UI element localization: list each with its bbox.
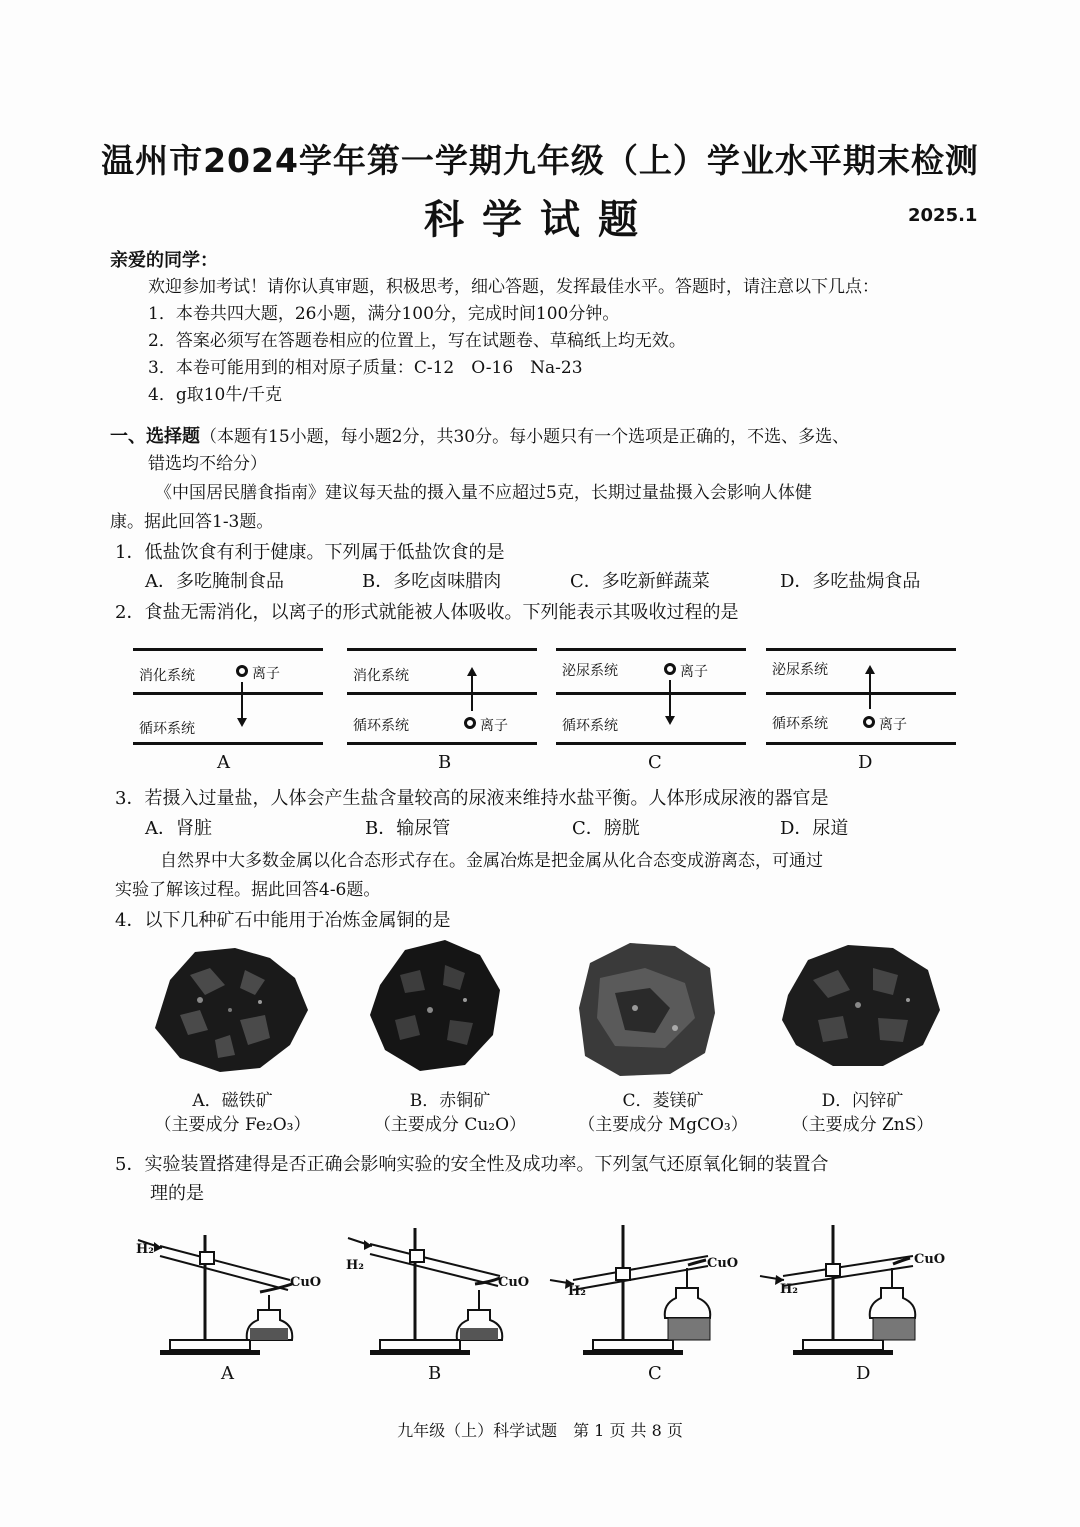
welcome-text: 欢迎参加考试！请你认真审题，积极思考，细心答题，发挥最佳水平。答题时，请注意以下几点： (148, 277, 879, 297)
arrow-down-icon (241, 682, 243, 718)
bottom-line (556, 742, 746, 745)
arrow-head-icon (237, 718, 247, 727)
bottom-system-label: 循环系统 (353, 718, 409, 734)
top-line (556, 648, 746, 651)
passage1-line2: 康。据此回答1-3题。 (110, 512, 274, 532)
q4-option-b-name: B．赤铜矿 (409, 1091, 491, 1111)
q5-stem-line1: 5．实验装置搭建得是否正确会影响实验的安全性及成功率。下列氢气还原氧化铜的装置合 (115, 1154, 829, 1175)
bottom-system-label: 循环系统 (772, 716, 828, 732)
q5-letter-a: A (221, 1363, 234, 1384)
top-system-label: 消化系统 (353, 668, 409, 684)
apparatus-c-h2-label: H₂ (568, 1284, 586, 1299)
ion-circle-icon (236, 665, 248, 677)
exam-title: 温州市2024学年第一学期九年级（上）学业水平期末检测 (101, 141, 979, 180)
apparatus-b-h2-label: H₂ (346, 1258, 364, 1273)
q4-option-a-comp: （主要成分 Fe₂O₃） (154, 1115, 311, 1135)
q4-stem: 4．以下几种矿石中能用于冶炼金属铜的是 (115, 910, 451, 931)
q1-option-d: D．多吃盐焗食品 (780, 571, 921, 592)
arrow-down-icon (669, 680, 671, 716)
top-system-label: 泌尿系统 (772, 662, 828, 678)
ion-label: 离子 (680, 664, 708, 680)
bottom-system-label: 循环系统 (562, 718, 618, 734)
greeting: 亲爱的同学： (110, 250, 218, 271)
note-4: 4．g取10牛/千克 (148, 385, 283, 405)
q5-letter-b: B (428, 1363, 442, 1384)
q4-option-a-name: A．磁铁矿 (192, 1091, 273, 1111)
q1-stem: 1．低盐饮食有利于健康。下列属于低盐饮食的是 (115, 542, 505, 563)
q2-diagram-d (766, 645, 956, 755)
ion-circle-icon (464, 717, 476, 729)
top-line (347, 648, 537, 651)
note-2: 2．答案必须写在答题卷相应的位置上，写在试题卷、草稿纸上均无效。 (148, 331, 686, 351)
apparatus-b-cuo-label: CuO (498, 1275, 530, 1290)
q2-diagram-a (133, 645, 323, 755)
apparatus-d-cuo-label: CuO (914, 1252, 946, 1267)
q3-option-b: B．输尿管 (365, 818, 451, 839)
q1-option-a: A．多吃腌制食品 (145, 571, 284, 592)
section1-desc: （本题有15小题，每小题2分，共30分。每小题只有一个选项是正确的，不选、多选、 (200, 427, 850, 447)
q4-option-d-name: D．闪锌矿 (821, 1091, 904, 1111)
middle-line (347, 692, 537, 695)
passage2-line2: 实验了解该过程。据此回答4-6题。 (115, 880, 381, 900)
q4-option-c-name: C．菱镁矿 (622, 1091, 704, 1111)
q1-option-c: C．多吃新鲜蔬菜 (570, 571, 710, 592)
top-line (133, 648, 323, 651)
q2-letter-b: B (438, 752, 452, 773)
q5-letter-c: C (648, 1363, 662, 1384)
apparatus-a-h2-label: H₂ (136, 1242, 154, 1257)
note-1: 1．本卷共四大题，26小题，满分100分，完成时间100分钟。 (148, 304, 620, 324)
middle-line (766, 692, 956, 695)
apparatus-a-cuo-label: CuO (290, 1275, 322, 1290)
bottom-line (133, 742, 323, 745)
q5-stem-line2: 理的是 (150, 1183, 204, 1204)
ion-label: 离子 (879, 717, 907, 733)
passage1-line1: 《中国居民膳食指南》建议每天盐的摄入量不应超过5克，长期过量盐摄入会影响人体健 (155, 483, 812, 503)
bottom-line (766, 742, 956, 745)
magnetite-rock-image (150, 940, 310, 1075)
sphalerite-rock-image (778, 940, 943, 1070)
middle-line (556, 692, 746, 695)
top-line (766, 648, 956, 651)
q2-stem: 2．食盐无需消化，以离子的形式就能被人体吸收。下列能表示其吸收过程的是 (115, 602, 739, 623)
ion-circle-icon (664, 663, 676, 675)
q3-stem: 3．若摄入过量盐，人体会产生盐含量较高的尿液来维持水盐平衡。人体形成尿液的器官是 (115, 788, 829, 809)
ion-label: 离子 (252, 666, 280, 682)
section1-desc-2: 错选均不给分） (148, 454, 267, 474)
q2-diagram-b (347, 645, 537, 755)
exam-date: 2025.1 (908, 205, 978, 226)
q5-apparatus-b (340, 1220, 540, 1365)
q4-option-d-comp: （主要成分 ZnS） (791, 1115, 934, 1135)
apparatus-d-h2-label: H₂ (780, 1282, 798, 1297)
page-footer: 九年级（上）科学试题 第 1 页 共 8 页 (397, 1421, 683, 1440)
arrow-up-icon (471, 675, 473, 711)
q4-option-c-comp: （主要成分 MgCO₃） (578, 1115, 748, 1135)
q3-option-a: A．肾脏 (145, 818, 212, 839)
q1-option-b: B．多吃卤味腊肉 (362, 571, 502, 592)
q5-apparatus-a (130, 1220, 330, 1365)
magnesite-rock-image (575, 938, 720, 1078)
cuprite-rock-image (365, 935, 505, 1075)
q3-option-d: D．尿道 (780, 818, 849, 839)
top-system-label: 消化系统 (139, 668, 195, 684)
q2-letter-d: D (858, 752, 873, 773)
ion-label: 离子 (480, 718, 508, 734)
arrow-up-icon (869, 673, 871, 709)
arrow-head-icon (665, 716, 675, 725)
section1-heading: 一、选择题 (110, 426, 200, 447)
section1-heading-line (110, 422, 849, 448)
q5-letter-d: D (856, 1363, 871, 1384)
passage2-line1: 自然界中大多数金属以化合态形式存在。金属冶炼是把金属从化合态变成游离态，可通过 (160, 851, 823, 871)
apparatus-c-cuo-label: CuO (707, 1256, 739, 1271)
q4-option-b-comp: （主要成分 Cu₂O） (373, 1115, 527, 1135)
q2-letter-a: A (217, 752, 230, 773)
exam-subtitle: 科学试题 (424, 197, 656, 243)
bottom-system-label: 循环系统 (139, 721, 195, 737)
top-system-label: 泌尿系统 (562, 663, 618, 679)
q2-letter-c: C (648, 752, 662, 773)
ion-circle-icon (863, 716, 875, 728)
middle-line (133, 692, 323, 695)
q3-option-c: C．膀胱 (572, 818, 640, 839)
q2-diagram-c (556, 645, 746, 755)
bottom-line (347, 742, 537, 745)
note-3: 3．本卷可能用到的相对原子质量：C-12 O-16 Na-23 (148, 358, 583, 378)
